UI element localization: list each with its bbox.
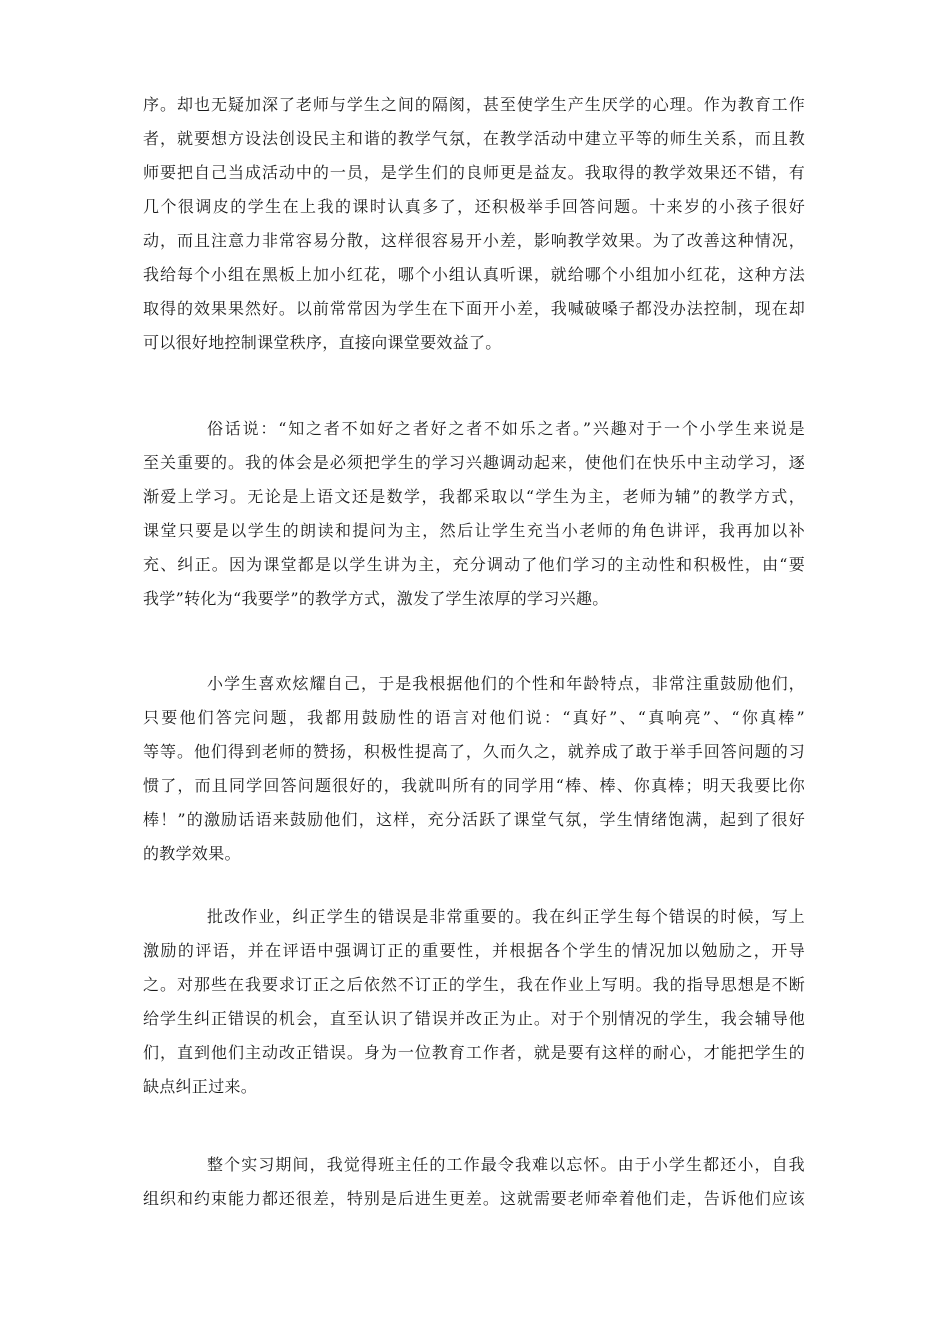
paragraph-line: 激励的评语，并在评语中强调订正的重要性，并根据各个学生的情况加以勉励之，开导: [143, 941, 805, 960]
paragraph-line: 至关重要的。我的体会是必须把学生的学习兴趣调动起来，使他们在快乐中主动学习，逐: [143, 453, 805, 472]
paragraph-line: 缺点纠正过来。: [143, 1077, 258, 1096]
paragraph-5: [143, 1148, 805, 1216]
paragraph-line: 之。对那些在我要求订正之后依然不订正的学生，我在作业上写明。我的指导思想是不断: [143, 975, 805, 994]
paragraph-line: 俗话说：“知之者不如好之者好之者不如乐之者。”兴趣对于一个小学生来说是: [207, 419, 805, 438]
paragraph-line: 组织和约束能力都还很差，特别是后进生更差。这就需要老师牵着他们走，告诉他们应该: [143, 1189, 805, 1208]
paragraph-line: 等等。他们得到老师的赞扬，积极性提高了，久而久之，就养成了敢于举手回答问题的习: [143, 742, 805, 761]
paragraph-line: 的教学效果。: [143, 844, 241, 863]
paragraph-line: 可以很好地控制课堂秩序，直接向课堂要效益了。: [143, 333, 502, 352]
paragraph-line: 们，直到他们主动改正错误。身为一位教育工作者，就是要有这样的耐心，才能把学生的: [143, 1043, 805, 1062]
paragraph-line: 课堂只要是以学生的朗读和提问为主，然后让学生充当小老师的角色讲评，我再加以补: [143, 521, 805, 540]
paragraph-line: 整个实习期间，我觉得班主任的工作最令我难以忘怀。由于小学生都还小，自我: [207, 1155, 805, 1174]
paragraph-line: 取得的效果果然好。以前常常因为学生在下面开小差，我喊破嗓子都没办法控制，现在却: [143, 299, 805, 318]
paragraph-line: 惯了，而且同学回答问题很好的，我就叫所有的同学用“棒、棒、你真棒；明天我要比你: [143, 776, 805, 795]
paragraph-line: 批改作业，纠正学生的错误是非常重要的。我在纠正学生每个错误的时候，写上: [207, 907, 805, 926]
paragraph-1: [143, 88, 805, 360]
paragraph-line: 者，就要想方设法创设民主和谐的教学气氛，在教学活动中建立平等的师生关系，而且教: [143, 129, 805, 148]
paragraph-2: [143, 412, 805, 616]
paragraph-4: [143, 900, 805, 1104]
paragraph-line: 动，而且注意力非常容易分散，这样很容易开小差，影响教学效果。为了改善这种情况，: [143, 231, 805, 250]
paragraph-line: 给学生纠正错误的机会，直至认识了错误并改正为止。对于个别情况的学生，我会辅导他: [143, 1009, 805, 1028]
paragraph-line: 我给每个小组在黑板上加小红花，哪个小组认真听课，就给哪个小组加小红花，这种方法: [143, 265, 805, 284]
paragraph-line: 渐爱上学习。无论是上语文还是数学，我都采取以“学生为主，老师为辅”的教学方式，: [143, 487, 805, 506]
paragraph-line: 几个很调皮的学生在上我的课时认真多了，还积极举手回答问题。十来岁的小孩子很好: [143, 197, 805, 216]
paragraph-line: 我学”转化为“我要学”的教学方式，激发了学生浓厚的学习兴趣。: [143, 589, 609, 608]
paragraph-line: 序。却也无疑加深了老师与学生之间的隔阂，甚至使学生产生厌学的心理。作为教育工作: [143, 95, 805, 114]
paragraph-line: 棒！”的激励话语来鼓励他们，这样，充分活跃了课堂气氛，学生情绪饱满，起到了很好: [143, 810, 805, 829]
paragraph-line: 师要把自己当成活动中的一员，是学生们的良师更是益友。我取得的教学效果还不错，有: [143, 163, 805, 182]
paragraph-line: 只要他们答完问题，我都用鼓励性的语言对他们说：“真好”、“真响亮”、“你真棒”: [143, 708, 805, 727]
paragraph-3: [143, 667, 805, 871]
paragraph-line: 充、纠正。因为课堂都是以学生讲为主，充分调动了他们学习的主动性和积极性，由“要: [143, 555, 805, 574]
paragraph-line: 小学生喜欢炫耀自己，于是我根据他们的个性和年龄特点，非常注重鼓励他们，: [207, 674, 805, 693]
